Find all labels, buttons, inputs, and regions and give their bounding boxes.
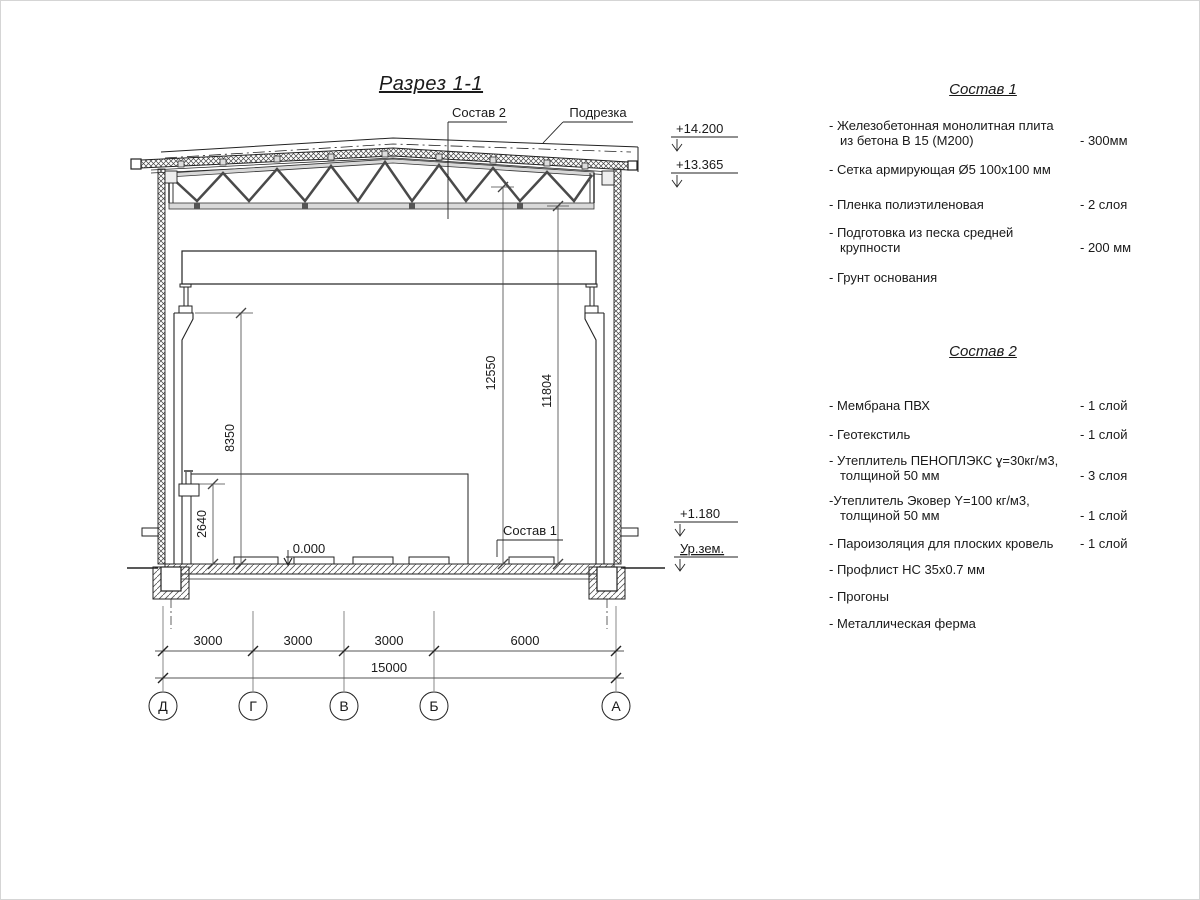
- composition-1-title: Состав 1: [949, 81, 1017, 98]
- grid-axis-bubbles: [149, 692, 630, 720]
- item-label: - Утеплитель ПЕНОПЛЭКС ɣ=30кг/м3, толщиной 50 мм: [829, 453, 1059, 483]
- list-item: [829, 562, 1137, 577]
- column-head-right: [585, 284, 598, 313]
- elevation-plinth: [674, 506, 738, 536]
- composition-2-list: [829, 343, 1137, 631]
- dim-span-3: 3000: [374, 633, 404, 648]
- list-item: [829, 493, 1137, 523]
- svg-text:+13.365: +13.365: [676, 157, 724, 172]
- item-label: -Утеплитель Эковер Y=100 кг/м3, толщиной 50 мм: [829, 493, 1030, 523]
- elevation-ridge: [671, 121, 738, 151]
- item-label: - Железобетонная монолитная плита из бетона В 15 (М200): [829, 118, 1054, 148]
- item-label: - Грунт основания: [829, 270, 938, 285]
- dim-2640: 2640: [195, 510, 209, 538]
- list-item: [829, 616, 1137, 631]
- dim-span-4: 6000: [510, 633, 540, 648]
- vertical-dimensions: [195, 182, 569, 569]
- list-item: [829, 427, 1137, 442]
- list-item: [829, 270, 1137, 285]
- dimension-values: [194, 633, 540, 675]
- label-sostav2: Состав 2: [452, 105, 506, 120]
- elevation-marks: [671, 121, 738, 571]
- item-label: - Пароизоляция для плоских кровель: [829, 536, 1054, 551]
- item-label: - Подготовка из песка средней крупности: [829, 225, 1014, 255]
- svg-text:+1.180: +1.180: [680, 506, 721, 521]
- list-item: [829, 398, 1137, 413]
- composition-2-title: Состав 2: [949, 343, 1017, 360]
- dim-span-1: 3000: [193, 633, 223, 648]
- item-value: - 300мм: [1080, 133, 1128, 148]
- plinth-flashing: [142, 528, 638, 536]
- item-label: - Мембрана ПВХ: [829, 398, 930, 413]
- item-value: - 1 слой: [1080, 536, 1128, 551]
- composition-1-list: [829, 81, 1137, 285]
- list-item: [829, 536, 1137, 551]
- dim-total: 15000: [370, 660, 408, 675]
- svg-text:0.000: 0.000: [292, 541, 326, 556]
- item-label: - Геотекстиль: [829, 427, 911, 442]
- list-item: [829, 225, 1137, 255]
- columns: [174, 284, 604, 564]
- label-podrezka: Подрезка: [569, 105, 627, 120]
- axis-label-g: Г: [249, 698, 257, 714]
- list-item: [829, 589, 1137, 604]
- floor-slab: [127, 557, 665, 579]
- item-label: - Пленка полиэтиленовая: [829, 197, 984, 212]
- axis-label-v: В: [339, 698, 349, 714]
- bottom-dimensions: [155, 606, 624, 691]
- list-item: [829, 197, 1137, 212]
- dim-12550: 12550: [484, 355, 498, 391]
- dim-11804: 11804: [540, 374, 554, 408]
- item-label: - Прогоны: [829, 589, 889, 604]
- walls: [142, 169, 638, 564]
- axis-label-a: А: [611, 698, 621, 714]
- item-value: - 2 слоя: [1080, 197, 1128, 212]
- section-drawing: [1, 1, 781, 900]
- foundations: [153, 567, 625, 629]
- roof-beam: [182, 251, 596, 284]
- column-head-left: [179, 284, 192, 313]
- item-label: - Профлист НС 35х0.7 мм: [829, 562, 985, 577]
- svg-text:+14.200: +14.200: [676, 121, 724, 136]
- axis-label-b: Б: [429, 698, 439, 714]
- item-label: - Металлическая ферма: [829, 616, 976, 631]
- elevation-ground: [674, 541, 738, 571]
- elevation-eave: [671, 157, 738, 187]
- roof: [131, 138, 638, 175]
- item-value: - 3 слоя: [1080, 468, 1128, 483]
- svg-text:Ур.зем.: Ур.зем.: [680, 541, 725, 556]
- list-item: [829, 453, 1137, 483]
- axis-label-d: Д: [158, 698, 168, 714]
- label-sostav1: Состав 1: [503, 523, 557, 538]
- item-value: - 200 мм: [1080, 240, 1132, 255]
- item-value: - 1 слой: [1080, 508, 1128, 523]
- dim-span-2: 3000: [283, 633, 313, 648]
- item-value: - 1 слой: [1080, 398, 1128, 413]
- drawing-title: Разрез 1-1: [378, 73, 484, 95]
- list-item: [829, 162, 1137, 177]
- item-value: - 1 слой: [1080, 427, 1128, 442]
- list-item: [829, 118, 1137, 148]
- dim-8350: 8350: [223, 424, 237, 452]
- item-label: - Сетка армирующая Ø5 100x100 мм: [829, 162, 1051, 177]
